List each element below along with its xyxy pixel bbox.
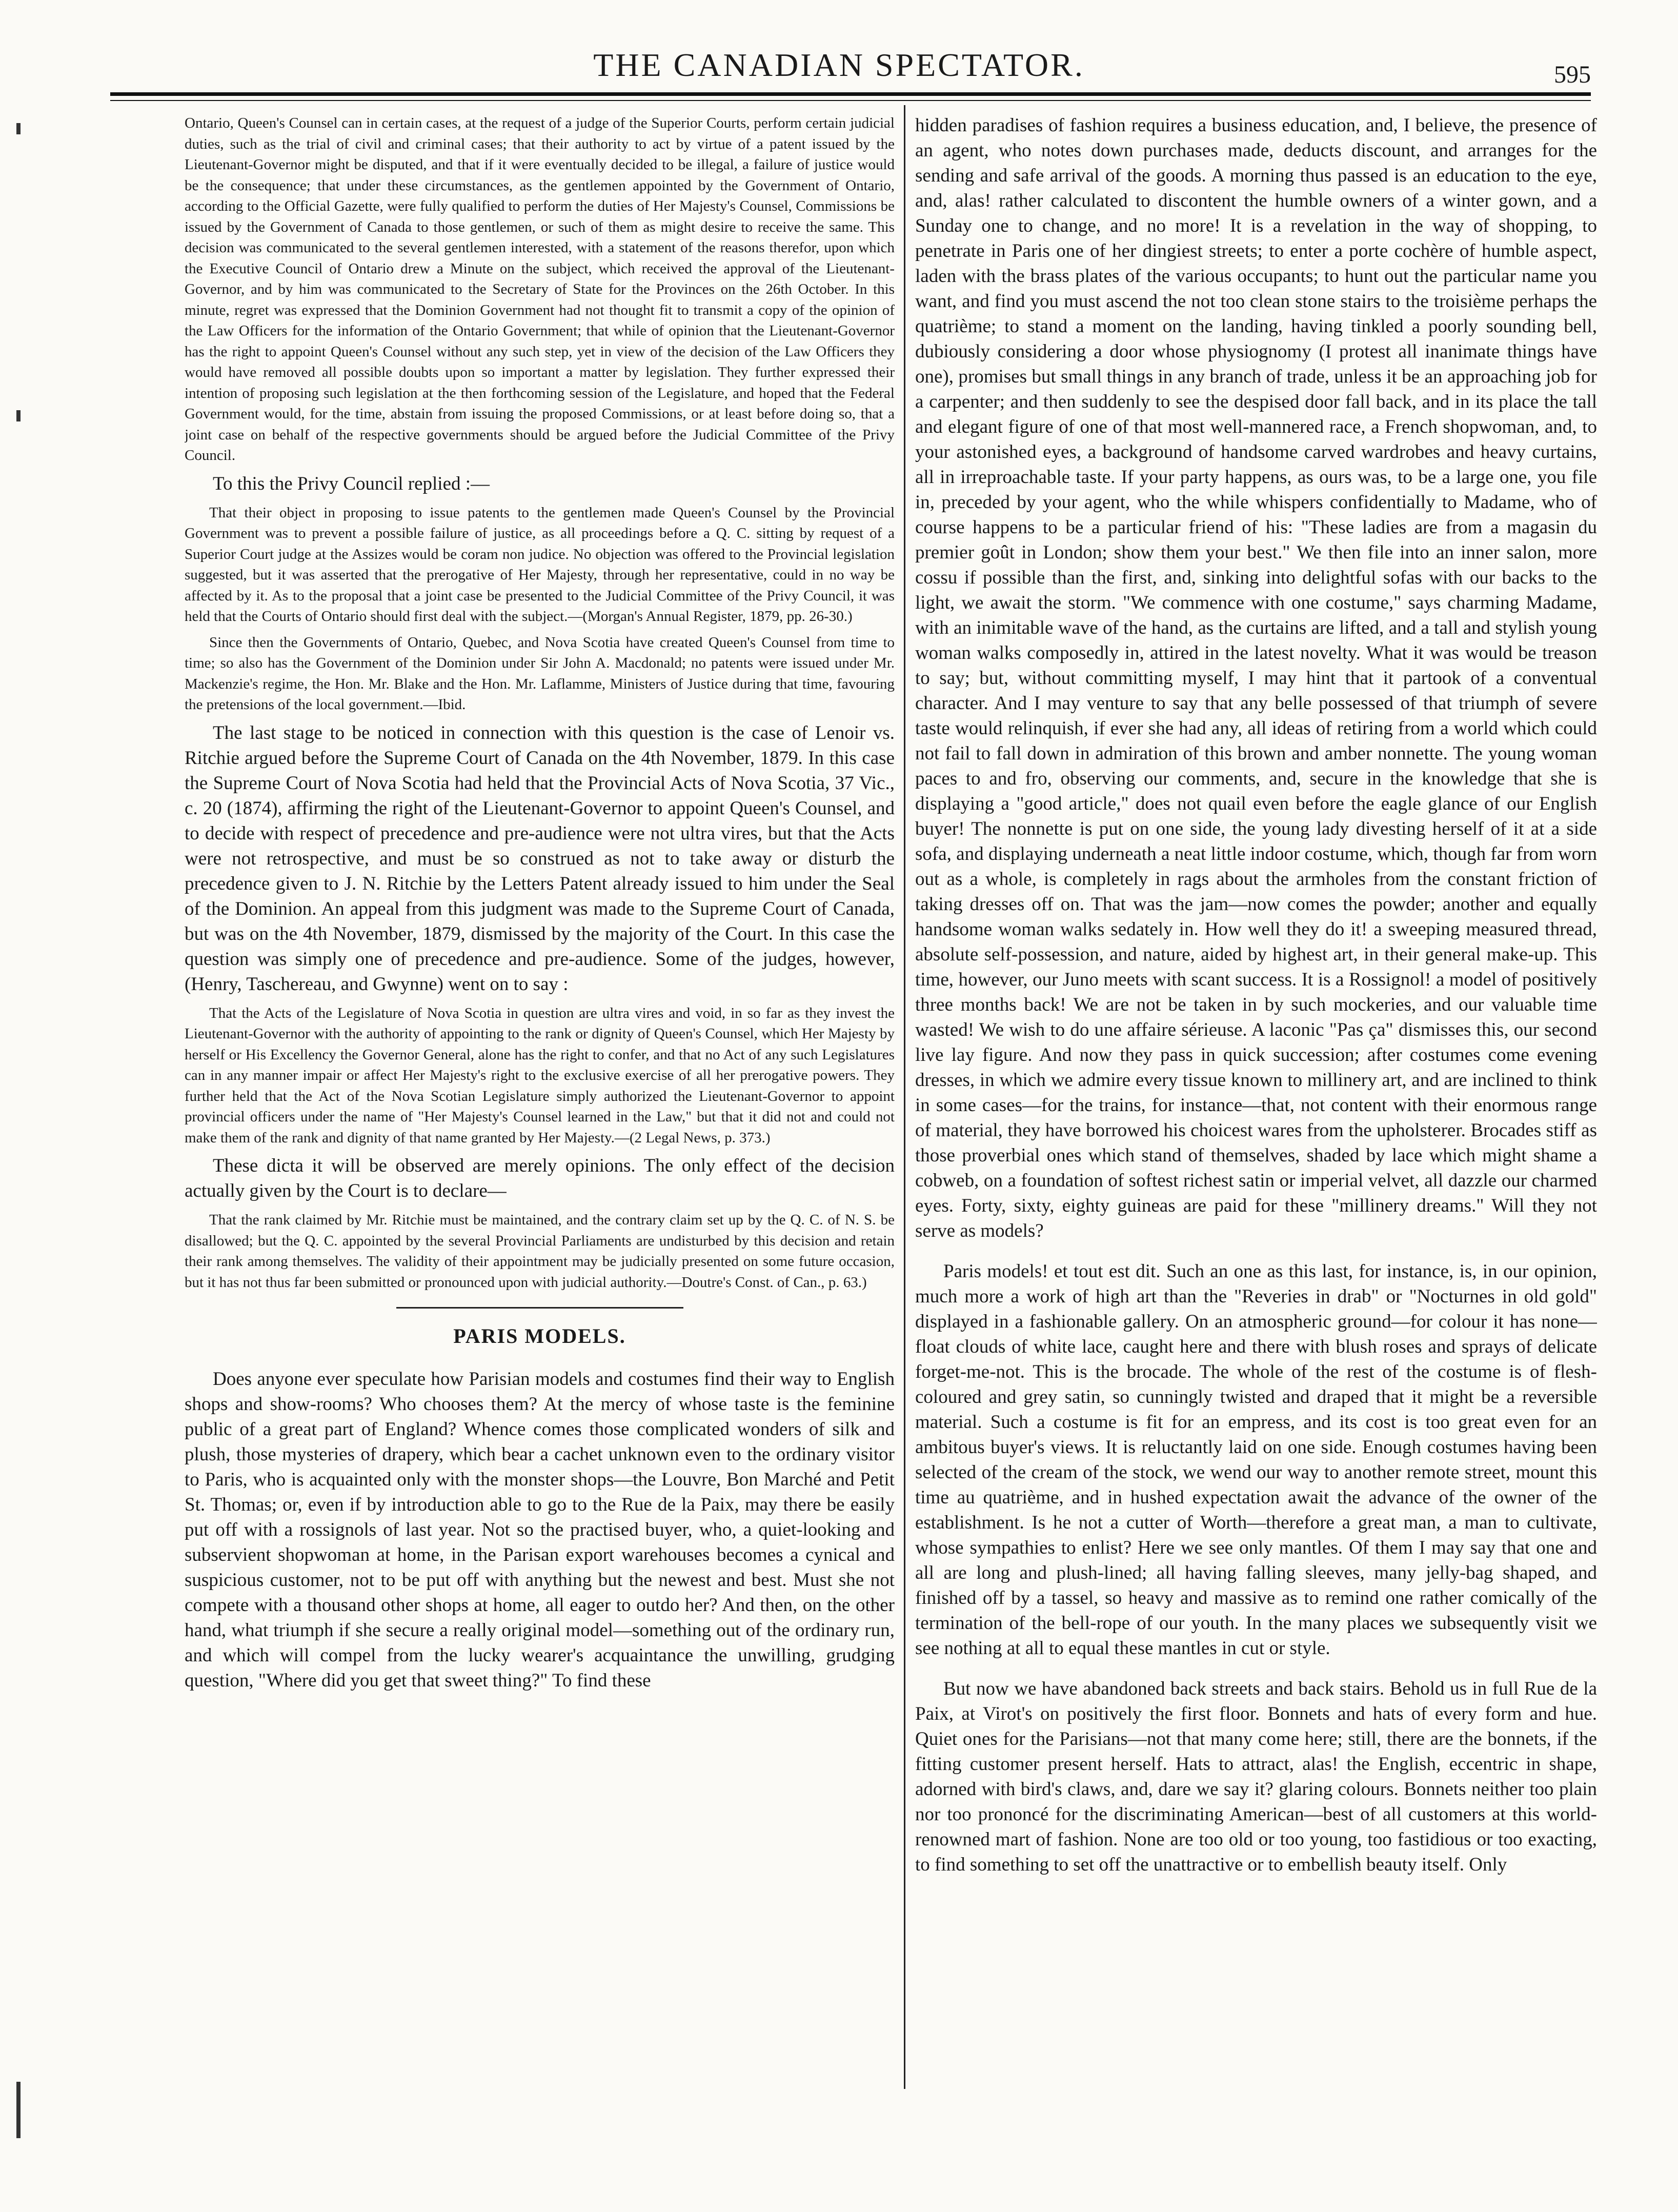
right-column <box>915 113 1597 2089</box>
block-quote: That the rank claimed by Mr. Ritchie must be maintained, and the contrary claim set up by the Q. C. of N. S. be disallowed; but the Q. C. appointed by the several Provincial Parliaments are undisturbed by this decision and retain their rank among themselves. The validity of their appointment may be judicially presented on some future occasion, but it has not thus far been submitted or pronounced upon with judicial authority.—Doutre's Const. of Can., p. 63.) <box>185 1212 895 1291</box>
section-title: PARIS MODELS. <box>453 1324 626 1348</box>
block-quote: That the Acts of the Legislature of Nova Scotia in question are ultra vires and void, in so far as they invest the Lieutenant-Governor with the authority of appointing to the rank or dignity of Queen's Counsel, which Her Majesty by herself or His Excellency the Governor General, alone has the right to confer, and that no Act of any such Legislatures can in any manner impair or affect Her Majesty's right to the exclusive exercise of all her prerogative powers. They further held that the Act of the Nova Scotian Legislature simply authorized the Lieutenant-Governor to appoint provincial officers under the name of "Her Majesty's Counsel learned in the Law," but that it did not and could not make them of the rank and dignity of that name granted by Her Majesty.—(2 Legal News, p. 373.) <box>185 1004 895 1146</box>
column-divider <box>904 105 905 2089</box>
paragraph: Paris models! et tout est dit. Such an one as this last, for instance, is, in our opinion, much more a work of high art than the "Reveries in drab" or "Nocturnes in old gold" displayed in a fashionable gallery. On an atmospheric ground—for colour it has none—float clouds of white lace, caught here and there with blush roses and sprays of delicate forget-me-not. This is the brocade. The whole of the rest of the costume is of flesh-coloured and grey satin, so cunningly twisted and draped that it might be a reversible material. Such a costume is fit for an empress, and its cost is too great even for an ambitous buyer's views. It is reluctantly laid on one side. Enough costumes having been selected of the cream of the stock, we wend our way to another remote street, mount this time au quatrième, and in hushed expectation await the advance of the owner of the establishment. Is he not a cutter of Worth—therefore a great man, a man to cultivate, whose sympathies to enlist? Here we see only mantles. Of them I may say that one and all are long and plush-lined; all having falling sleeves, many jelly-bag shaped, and finished off by a tassel, so heavy and massive as to remind one rather comically of the termination of the bell-rope of our youth. In the many places we subsequently visit we see nothing at all to equal these mantles in cut or style. <box>915 1261 1597 1659</box>
margin-mark <box>16 2082 21 2138</box>
page-number: 595 <box>1554 61 1591 88</box>
paragraph: Ontario, Queen's Counsel can in certain cases, at the request of a judge of the Superior Courts, perform certain judicial duties, such as the trial of civil and criminal cases; that their authority to act by virtue of a patent issued by the Lieutenant-Governor might be disputed, and that if it were eventually decided to be illegal, a failure of justice would be the consequence; that under these circumstances, as the gentlemen appointed by the Government of Ontario, according to the Official Gazette, were fully qualified to perform the duties of Her Majesty's Counsel, Commissions be issued by the Government of Canada to those gentlemen, or such of them as might desire to receive the same. This decision was communicated to the several gentlemen interested, with a statement of the reasons therefor, upon which the Executive Council of Ontario drew a Minute on the subject, which received the approval of the Lieutenant-Governor, and by him was communicated to the Secretary of State for the Provinces on the 26th October. In this minute, regret was expressed that the Dominion Government had not thought fit to transmit a copy of the opinion of the Law Officers for the information of the Ontario Government; that while of opinion that the Lieutenant-Governor has the right to appoint Queen's Counsel without any such step, yet in view of the decision of the Law Officers they would have removed all possible doubts upon so important a matter by legislation. They further expressed their intention of proposing such legislation at the then forthcoming session of the Legislature, and hoped that the Federal Government would, for the time, abstain from issuing the proposed Commissions, or at least before doing so, that a joint case on behalf of the respective governments should be argued before the Judicial Committee of the Privy Council. <box>185 115 895 464</box>
paragraph: The last stage to be noticed in connection with this question is the case of Lenoir vs. Ritchie argued before the Supreme Court of Canada on the 4th November, 1879. In this case the Supreme Court of Nova Scotia had held that the Provincial Acts of Nova Scotia, 37 Vic., c. 20 (1874), affirming the right of the Lieutenant-Governor to appoint Queen's Counsel, and to decide with respect of precedence and pre-audience were not ultra vires, but that the Acts were not retrospective, and must be so construed as not to take away or disturb the precedence given to J. N. Ritchie by the Letters Patent already issued to him under the Seal of the Dominion. An appeal from this judgment was made to the Supreme Court of Canada, but was on the 4th November, 1879, dismissed by the majority of the Court. In this case the question was simply one of precedence and pre-audience. Some of the judges, however, (Henry, Taschereau, and Gwynne) went on to say : <box>185 722 895 995</box>
paragraph: Does anyone ever speculate how Parisian models and costumes find their way to English shops and show-rooms? Who chooses them? At the mercy of whose taste is the feminine public of a great part of England? Whence comes those complicated wonders of silk and plush, those mysteries of drapery, which bear a cachet unknown even to the ordinary visitor to Paris, who is acquainted only with the monster shops—the Louvre, Bon Marché and Petit St. Thomas; or, even if by introduction able to go to the Rue de la Paix, may there be easily put off with a rossignols of last year. Not so the practised buyer, who, a quiet-looking and subservient shopwoman at home, in the Parisan export warehouses becomes a cynical and suspicious customer, not to be put off with anything but the newest and best. Must she not compete with a thousand other shops at home, all eager to outdo her? And then, on the other hand, what triumph if she secure a really original model—something out of the ordinary run, and which will compel from the lucky wearer's acquaintance the unwilling, grudging question, "Where did you get that sweet thing?" To find these <box>185 1369 895 1691</box>
left-column <box>185 113 895 2089</box>
page-header-title: THE CANADIAN SPECTATOR. <box>593 47 1085 83</box>
paragraph: To this the Privy Council replied :— <box>213 473 490 494</box>
margin-mark <box>16 410 21 421</box>
section-divider <box>396 1307 683 1309</box>
margin-mark <box>16 123 21 134</box>
header-rule-thick <box>110 92 1591 96</box>
header-rule-thin <box>110 100 1591 101</box>
paragraph: Since then the Governments of Ontario, Quebec, and Nova Scotia have created Queen's Counsel from time to time; so also has the Government of the Dominion under Sir John A. Macdonald; no patents were issued under Mr. Mackenzie's regime, the Hon. Mr. Blake and the Hon. Mr. Laflamme, Ministers of Justice during that time, favouring the pretensions of the local government.—Ibid. <box>185 634 895 713</box>
paragraph: These dicta it will be observed are merely opinions. The only effect of the decision actually given by the Court is to declare— <box>185 1155 895 1201</box>
paragraph: But now we have abandoned back streets and back stairs. Behold us in full Rue de la Paix, at Virot's on positively the first floor. Bonnets and hats of every form and hue. Quiet ones for the Parisians—not that many come here; still, there are the bonnets, if the fitting customer present herself. Hats to attract, alas! the English, eccentric in shape, adorned with bird's claws, and, dare we say it? glaring colours. Bonnets neither too plain nor too prononcé for the discriminating American—best of all customers at this world-renowned mart of fashion. None are too old or too young, too fastidious or too exacting, to find something to set off the unattractive or to embellish beauty itself. Only <box>915 1678 1597 1875</box>
paragraph: hidden paradises of fashion requires a business education, and, I believe, the presence of an agent, who notes down purchases made, deducts discount, and arranges for the sending and safe arrival of the goods. A morning thus passed is an education to the eye, and, alas! rather calculated to discontent the humble owners of a winter gown, and a Sunday one to change, and no more! It is a revelation in the way of shopping, to penetrate in Paris one of her dingiest streets; to enter a porte cochère of humble aspect, laden with the brass plates of the various occupants; to hunt out the particular name you want, and find you must ascend the not too clean stone stairs to the troisième perhaps the quatrième; to stand a moment on the landing, having tinkled a poorly sounding bell, dubiously considering a door whose physiognomy (I protest all inanimate things have one), promises but small things in any branch of trade, unless it be an approaching job for a carpenter; and then suddenly to see the despised door fall back, and in its place the tall and elegant figure of one of that most well-mannered race, a French shopwoman, and, to your astonished eyes, a background of handsome carved wardrobes and heavy curtains, all in irreproachable taste. If your party happens, as ours was, to be a large one, you file in, preceded by your agent, who the while whispers confidentially to Madame, who of course happens to be a particular friend of his: "These ladies are from a magasin du premier goût in London; show them your best." We then file into an inner salon, more cossu if possible than the first, and, sinking into delightful sofas with our backs to the light, we await the storm. "We commence with one costume," says charming Madame, with an inimitable wave of the hand, as the curtains are lifted, and a tall and stylish young woman walks composedly in, attired in the latest novelty. What it was would be treason to say; but, without committing myself, I may hint that it partook of a conventual character. And I may venture to say that any belle possessed of that triumph of severe taste would relinquish, if ever she had any, all ideas of retiring from a world which could not fail to fall down in admiration of this brown and amber nonnette. The young woman paces to and fro, observing our comments, and, secure in the knowledge that she is displaying a "good article," does not quail even before the eagle glance of our English buyer! The nonnette is put on one side, the young lady divesting herself of it at a side sofa, and displaying underneath a neat little indoor costume, which, though far from worn out as a whole, is completely in rags about the armholes from the constant friction of taking dresses off on. That was the jam—now comes the powder; another and equally handsome woman walks sedately in. How well they do it! a sweeping measured thread, absolute self-possession, and nature, aided by highest art, in their general make-up. This time, however, our Juno meets with scant success. It is a Rossignol! a model of positively three months back! We are not be taken in by such mockeries, and our valuable time wasted! We wish to do une affaire sérieuse. A laconic "Pas ça" dismisses this, our second live lay figure. And now they pass in quick succession; after costumes come evening dresses, in which we admire every tissue known to millinery art, and are inclined to think in some cases—for the trains, for instance—that, not content with their enormous range of material, they have borrowed his choicest wares from the upholsterer. Brocades stiff as those proverbial ones which stand of themselves, shaded by lace which might shame a cobweb, on a foundation of softest richest satin or imperial velvet, all dazzle our charmed eyes. Forty, sixty, eighty guineas are paid for these "millinery dreams." Will they not serve as models? <box>915 115 1597 1241</box>
block-quote: That their object in proposing to issue patents to the gentlemen made Queen's Counsel by the Provincial Government was to prevent a possible failure of justice, as all proceedings before a Q. C. sitting by request of a Superior Court judge at the Assizes would be coram non judice. No objection was offered to the Provincial legislation suggested, but it was asserted that the prerogative of Her Majesty, through her representative, could in no way be affected by it. As to the proposal that a joint case be presented to the Judicial Committee of the Privy Council, it was held that the Courts of Ontario should first deal with the subject.—(Morgan's Annual Register, 1879, pp. 26-30.) <box>185 504 895 625</box>
